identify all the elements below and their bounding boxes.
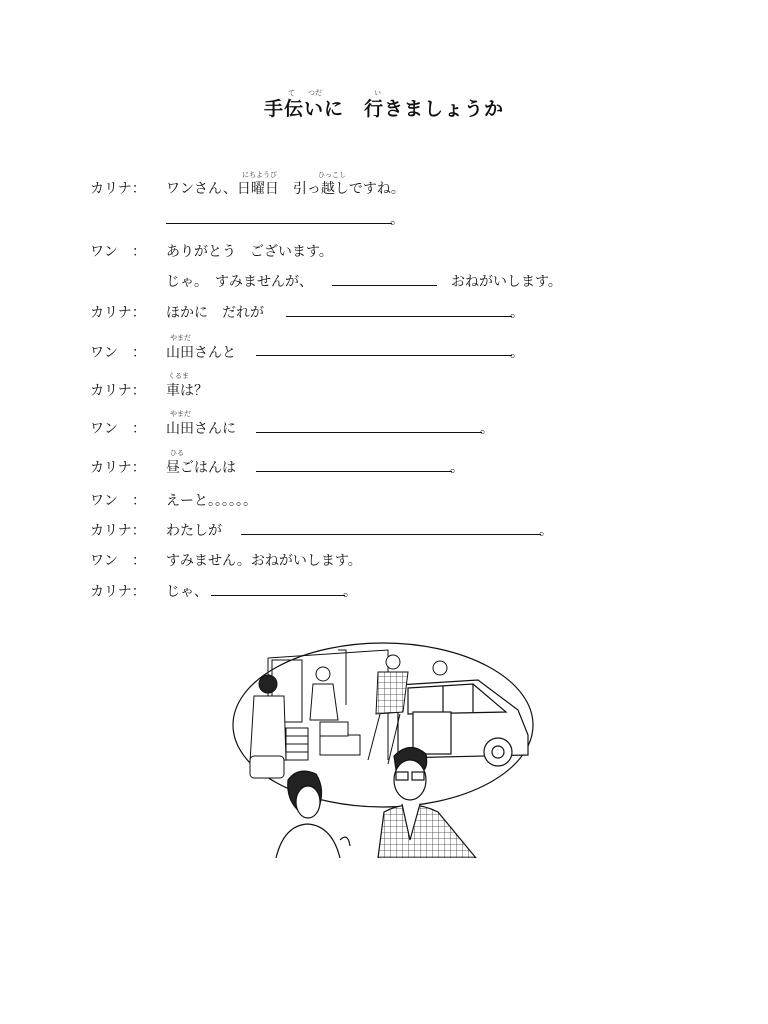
- dialogue-line: 山田さんと: [166, 345, 236, 361]
- speaker-wan: ワン ：: [90, 493, 146, 509]
- dialogue-line: ほかに だれが: [166, 305, 264, 321]
- speaker-wan: ワン ：: [90, 421, 146, 437]
- period: 。: [450, 460, 464, 476]
- dialogue-line: ワンさん、日曜日 引っ越しですね。: [166, 181, 405, 197]
- answer-blank[interactable]: [256, 432, 482, 433]
- period: 。: [390, 212, 404, 228]
- speaker-karina: カリナ：: [90, 305, 146, 321]
- answer-blank[interactable]: [256, 355, 512, 356]
- ruby-kuruma: くるま: [168, 372, 189, 380]
- answer-blank[interactable]: [286, 316, 512, 317]
- period: 。: [510, 345, 524, 361]
- answer-blank[interactable]: [211, 595, 345, 596]
- dialogue-line: ありがとう ございます。: [166, 244, 333, 260]
- speaker-wan: ワン ：: [90, 345, 146, 361]
- period: 。: [510, 305, 524, 321]
- speaker-karina: カリナ：: [90, 460, 146, 476]
- speaker-wan: ワン ：: [90, 553, 146, 569]
- karina-figure: [276, 771, 350, 858]
- speaker-karina: カリナ：: [90, 181, 146, 197]
- dialogue-line: 昼ごはんは: [166, 460, 236, 476]
- wan-figure: [378, 747, 476, 858]
- speaker-karina: カリナ：: [90, 584, 146, 600]
- title-ruby-i: い: [374, 89, 381, 97]
- dialogue-line: えーと。。。。。。: [166, 493, 257, 509]
- period: 。: [539, 523, 553, 539]
- speaker-karina: カリナ：: [90, 523, 146, 539]
- page-title: 手伝いに 行きましょうか: [263, 98, 504, 120]
- dialogue-line: じゃ、: [166, 584, 208, 600]
- ruby-nichiyoubi: にちようび: [242, 171, 277, 179]
- dialogue-line: すみません。おねがいします。: [166, 553, 362, 569]
- answer-blank[interactable]: [256, 471, 452, 472]
- answer-blank[interactable]: [241, 534, 541, 535]
- period: 。: [343, 584, 357, 600]
- ruby-hiru: ひる: [170, 449, 184, 457]
- moving-day-illustration: [228, 640, 538, 858]
- answer-blank[interactable]: [332, 285, 437, 286]
- dialogue-line: わたしが: [166, 523, 222, 539]
- dialogue-line-after: おねがいします。: [451, 274, 562, 290]
- dialogue-line: 車は？: [166, 383, 208, 399]
- ruby-hikkoshi: ひっこし: [318, 171, 346, 179]
- speaker-wan: ワン ：: [90, 244, 146, 260]
- title-ruby-te: て: [288, 89, 295, 97]
- boxes: [286, 722, 360, 760]
- speaker-karina: カリナ：: [90, 383, 146, 399]
- dialogue-line: じゃ。 すみませんが、: [166, 274, 313, 290]
- period: 。: [480, 421, 494, 437]
- ruby-yamada: やまだ: [170, 410, 191, 418]
- title-ruby-tsuda: つだ: [308, 89, 322, 97]
- answer-blank[interactable]: [166, 223, 392, 224]
- ruby-yamada: やまだ: [170, 334, 191, 342]
- dialogue-line: 山田さんに: [166, 421, 236, 437]
